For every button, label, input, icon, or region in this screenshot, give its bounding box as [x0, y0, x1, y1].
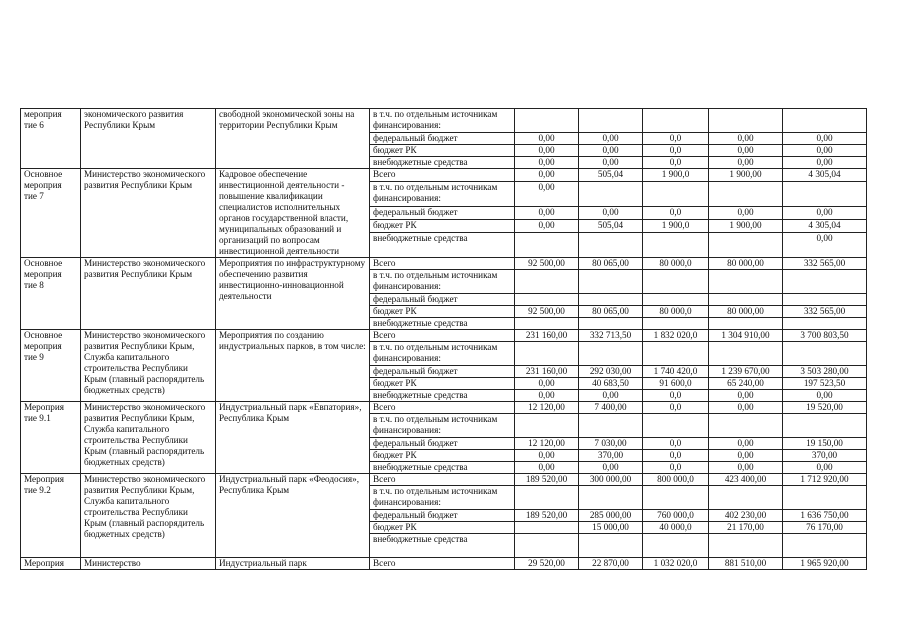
amount-cell: 800 000,0 [643, 474, 709, 486]
amount-cell: 0,0 [643, 390, 709, 402]
amount-cell: 0,00 [515, 133, 579, 145]
funding-source-cell: бюджет РК [370, 522, 515, 534]
amount-cell: 0,00 [579, 133, 643, 145]
funding-source-cell: федеральный бюджет [370, 207, 515, 220]
amount-cell: 0,0 [643, 145, 709, 157]
amount-cell: 80 000,0 [643, 258, 709, 270]
amount-cell [579, 318, 643, 330]
amount-cell: 0,00 [579, 157, 643, 169]
funding-source-cell: федеральный бюджет [370, 294, 515, 306]
amount-cell: 91 600,0 [643, 378, 709, 390]
amount-cell [643, 232, 709, 257]
amount-cell: 19 520,00 [783, 402, 867, 414]
funding-source-cell: в т.ч. по отдельным источникам финансирования: [370, 109, 515, 133]
activity-code-cell: Основное мероприя тие 8 [21, 258, 81, 330]
amount-cell: 1 032 020,0 [643, 558, 709, 570]
amount-cell: 0,00 [515, 219, 579, 232]
amount-cell [515, 534, 579, 558]
amount-cell [709, 414, 783, 438]
amount-cell: 40 000,0 [643, 522, 709, 534]
amount-cell: 0,00 [709, 462, 783, 474]
amount-cell: 423 400,00 [709, 474, 783, 486]
amount-cell: 292 030,00 [579, 366, 643, 378]
amount-cell: 29 520,00 [515, 558, 579, 570]
funding-source-cell: внебюджетные средства [370, 534, 515, 558]
amount-cell [515, 109, 579, 133]
amount-cell [643, 486, 709, 510]
amount-cell [709, 232, 783, 257]
amount-cell [709, 486, 783, 510]
amount-cell: 0,00 [515, 157, 579, 169]
amount-cell: 1 304 910,00 [709, 330, 783, 342]
funding-source-cell: внебюджетные средства [370, 232, 515, 257]
amount-cell: 0,00 [783, 390, 867, 402]
amount-cell [579, 270, 643, 294]
activity-code-cell: мероприя тие 6 [21, 109, 81, 169]
amount-cell [643, 414, 709, 438]
activity-name-cell: Индустриальный парк [216, 558, 370, 570]
amount-cell: 1 965 920,00 [783, 558, 867, 570]
amount-cell [783, 294, 867, 306]
amount-cell: 505,04 [579, 219, 643, 232]
activity-name-cell: Кадровое обеспечение инвестиционной деятельности - повышение квалификации специалистов исполнительных органов государственной власти, муниципальных образований и организаций по вопросам инвестиционной деятельности [216, 169, 370, 258]
amount-cell [579, 181, 643, 206]
amount-cell: 92 500,00 [515, 306, 579, 318]
amount-cell [783, 270, 867, 294]
amount-cell [783, 534, 867, 558]
amount-cell: 0,00 [709, 207, 783, 220]
amount-cell: 1 740 420,0 [643, 366, 709, 378]
executor-cell: Министерство [81, 558, 216, 570]
amount-cell: 15 000,00 [579, 522, 643, 534]
amount-cell: 1 900,0 [643, 219, 709, 232]
amount-cell: 332 565,00 [783, 258, 867, 270]
amount-cell: 332 565,00 [783, 306, 867, 318]
amount-cell: 0,00 [515, 207, 579, 220]
amount-cell: 285 000,00 [579, 510, 643, 522]
amount-cell [709, 181, 783, 206]
table-row [21, 330, 867, 342]
amount-cell [515, 232, 579, 257]
amount-cell [515, 342, 579, 366]
amount-cell: 0,0 [643, 462, 709, 474]
amount-cell: 0,00 [709, 145, 783, 157]
amount-cell: 189 520,00 [515, 474, 579, 486]
funding-source-cell: внебюджетные средства [370, 318, 515, 330]
amount-cell: 22 870,00 [579, 558, 643, 570]
activity-name-cell: Мероприятия по инфраструктурному обеспечению развития инвестиционно-инновационной деятельности [216, 258, 370, 330]
funding-source-cell: Всего [370, 169, 515, 182]
amount-cell: 4 305,04 [783, 169, 867, 182]
amount-cell: 197 523,50 [783, 378, 867, 390]
amount-cell: 12 120,00 [515, 402, 579, 414]
amount-cell: 80 000,0 [643, 306, 709, 318]
funding-source-cell: федеральный бюджет [370, 438, 515, 450]
amount-cell: 0,00 [783, 157, 867, 169]
amount-cell: 0,0 [643, 133, 709, 145]
funding-source-cell: в т.ч. по отдельным источникам финансирования: [370, 486, 515, 510]
amount-cell: 7 400,00 [579, 402, 643, 414]
amount-cell [643, 109, 709, 133]
amount-cell [579, 342, 643, 366]
amount-cell: 0,0 [643, 438, 709, 450]
document-page [20, 108, 866, 570]
amount-cell: 0,0 [643, 450, 709, 462]
funding-source-cell: бюджет РК [370, 145, 515, 157]
funding-source-cell: бюджет РК [370, 306, 515, 318]
amount-cell [643, 342, 709, 366]
amount-cell: 1 900,00 [709, 219, 783, 232]
amount-cell: 0,00 [709, 438, 783, 450]
table-row [21, 258, 867, 270]
activity-code-cell: Мероприя тие 9.2 [21, 474, 81, 558]
funding-source-cell: федеральный бюджет [370, 510, 515, 522]
funding-table-body [21, 109, 867, 570]
amount-cell [783, 414, 867, 438]
activity-name-cell: свободной экономической зоны на территории Республики Крым [216, 109, 370, 169]
amount-cell: 12 120,00 [515, 438, 579, 450]
amount-cell: 0,00 [515, 169, 579, 182]
funding-source-cell: внебюджетные средства [370, 462, 515, 474]
amount-cell [643, 270, 709, 294]
funding-source-cell: Всего [370, 258, 515, 270]
funding-source-cell: в т.ч. по отдельным источникам финансирования: [370, 270, 515, 294]
amount-cell: 0,0 [643, 207, 709, 220]
amount-cell: 0,00 [515, 390, 579, 402]
funding-source-cell: бюджет РК [370, 219, 515, 232]
amount-cell [515, 414, 579, 438]
funding-source-cell: Всего [370, 474, 515, 486]
amount-cell: 21 170,00 [709, 522, 783, 534]
amount-cell [579, 414, 643, 438]
amount-cell: 0,00 [579, 462, 643, 474]
amount-cell [709, 294, 783, 306]
amount-cell: 0,00 [579, 145, 643, 157]
funding-source-cell: Всего [370, 330, 515, 342]
amount-cell: 0,00 [783, 133, 867, 145]
amount-cell: 332 713,50 [579, 330, 643, 342]
executor-cell: Министерство экономического развития Республики Крым, Служба капитального строительства Республики Крым (главный распорядитель бюджетных средств) [81, 474, 216, 558]
amount-cell: 0,00 [709, 450, 783, 462]
amount-cell: 0,00 [579, 390, 643, 402]
funding-source-cell: в т.ч. по отдельным источникам финансирования: [370, 414, 515, 438]
amount-cell: 80 000,00 [709, 306, 783, 318]
amount-cell [783, 342, 867, 366]
funding-source-cell: бюджет РК [370, 450, 515, 462]
amount-cell [643, 181, 709, 206]
amount-cell [515, 486, 579, 510]
amount-cell: 80 065,00 [579, 306, 643, 318]
executor-cell: Министерство экономического развития Республики Крым, Служба капитального строительства Республики Крым (главный распорядитель бюджетных средств) [81, 402, 216, 474]
amount-cell: 3 700 803,50 [783, 330, 867, 342]
amount-cell: 881 510,00 [709, 558, 783, 570]
funding-source-cell: в т.ч. по отдельным источникам финансирования: [370, 181, 515, 206]
amount-cell: 231 160,00 [515, 330, 579, 342]
amount-cell: 760 000,0 [643, 510, 709, 522]
funding-source-cell: федеральный бюджет [370, 133, 515, 145]
amount-cell [515, 318, 579, 330]
amount-cell: 0,00 [579, 207, 643, 220]
amount-cell [515, 522, 579, 534]
activity-code-cell: Основное мероприя тие 9 [21, 330, 81, 402]
amount-cell: 1 900,0 [643, 169, 709, 182]
table-row [21, 109, 867, 133]
executor-cell: Министерство экономического развития Республики Крым [81, 169, 216, 258]
funding-table [20, 108, 867, 570]
amount-cell [783, 181, 867, 206]
amount-cell: 92 500,00 [515, 258, 579, 270]
amount-cell [783, 486, 867, 510]
amount-cell: 1 832 020,0 [643, 330, 709, 342]
amount-cell [515, 270, 579, 294]
amount-cell: 1 239 670,00 [709, 366, 783, 378]
amount-cell: 0,00 [515, 450, 579, 462]
amount-cell: 0,00 [709, 402, 783, 414]
amount-cell [643, 294, 709, 306]
amount-cell [709, 109, 783, 133]
amount-cell: 1 712 920,00 [783, 474, 867, 486]
amount-cell [643, 534, 709, 558]
amount-cell: 189 520,00 [515, 510, 579, 522]
amount-cell [515, 294, 579, 306]
amount-cell [579, 109, 643, 133]
amount-cell: 76 170,00 [783, 522, 867, 534]
amount-cell [579, 232, 643, 257]
amount-cell: 0,00 [515, 181, 579, 206]
funding-source-cell: Всего [370, 402, 515, 414]
amount-cell: 7 030,00 [579, 438, 643, 450]
amount-cell: 0,00 [783, 232, 867, 257]
amount-cell: 402 230,00 [709, 510, 783, 522]
activity-code-cell: Мероприя тие 9.1 [21, 402, 81, 474]
funding-source-cell: внебюджетные средства [370, 390, 515, 402]
table-row [21, 474, 867, 486]
table-row [21, 402, 867, 414]
amount-cell: 3 503 280,00 [783, 366, 867, 378]
activity-name-cell: Индустриальный парк «Евпатория», Республика Крым [216, 402, 370, 474]
funding-source-cell: внебюджетные средства [370, 157, 515, 169]
activity-name-cell: Мероприятия по созданию индустриальных парков, в том числе: [216, 330, 370, 402]
amount-cell [709, 270, 783, 294]
activity-code-cell: Мероприя [21, 558, 81, 570]
amount-cell: 0,00 [709, 157, 783, 169]
amount-cell: 0,00 [515, 145, 579, 157]
table-row [21, 169, 867, 182]
amount-cell: 505,04 [579, 169, 643, 182]
amount-cell [579, 294, 643, 306]
amount-cell: 19 150,00 [783, 438, 867, 450]
amount-cell: 300 000,00 [579, 474, 643, 486]
amount-cell: 231 160,00 [515, 366, 579, 378]
executor-cell: Министерство экономического развития Республики Крым, Служба капитального строительства Республики Крым (главный распорядитель бюджетных средств) [81, 330, 216, 402]
amount-cell: 80 065,00 [579, 258, 643, 270]
activity-name-cell: Индустриальный парк «Феодосия», Республика Крым [216, 474, 370, 558]
amount-cell [643, 318, 709, 330]
amount-cell: 80 000,00 [709, 258, 783, 270]
amount-cell [709, 342, 783, 366]
amount-cell: 1 900,00 [709, 169, 783, 182]
amount-cell [709, 534, 783, 558]
funding-source-cell: бюджет РК [370, 378, 515, 390]
funding-source-cell: Всего [370, 558, 515, 570]
activity-code-cell: Основное мероприя тие 7 [21, 169, 81, 258]
amount-cell: 40 683,50 [579, 378, 643, 390]
amount-cell [579, 534, 643, 558]
amount-cell: 370,00 [783, 450, 867, 462]
funding-source-cell: в т.ч. по отдельным источникам финансирования: [370, 342, 515, 366]
amount-cell [783, 109, 867, 133]
amount-cell: 0,00 [709, 390, 783, 402]
amount-cell: 0,00 [783, 462, 867, 474]
executor-cell: экономического развития Республики Крым [81, 109, 216, 169]
amount-cell: 4 305,04 [783, 219, 867, 232]
funding-source-cell: федеральный бюджет [370, 366, 515, 378]
table-row [21, 558, 867, 570]
amount-cell: 65 240,00 [709, 378, 783, 390]
amount-cell: 0,00 [783, 145, 867, 157]
amount-cell: 0,00 [515, 462, 579, 474]
executor-cell: Министерство экономического развития Республики Крым [81, 258, 216, 330]
amount-cell: 0,0 [643, 157, 709, 169]
amount-cell [709, 318, 783, 330]
amount-cell: 370,00 [579, 450, 643, 462]
amount-cell [783, 318, 867, 330]
amount-cell: 0,00 [783, 207, 867, 220]
amount-cell: 0,00 [515, 378, 579, 390]
amount-cell: 0,00 [709, 133, 783, 145]
amount-cell: 1 636 750,00 [783, 510, 867, 522]
amount-cell [579, 486, 643, 510]
amount-cell: 0,0 [643, 402, 709, 414]
